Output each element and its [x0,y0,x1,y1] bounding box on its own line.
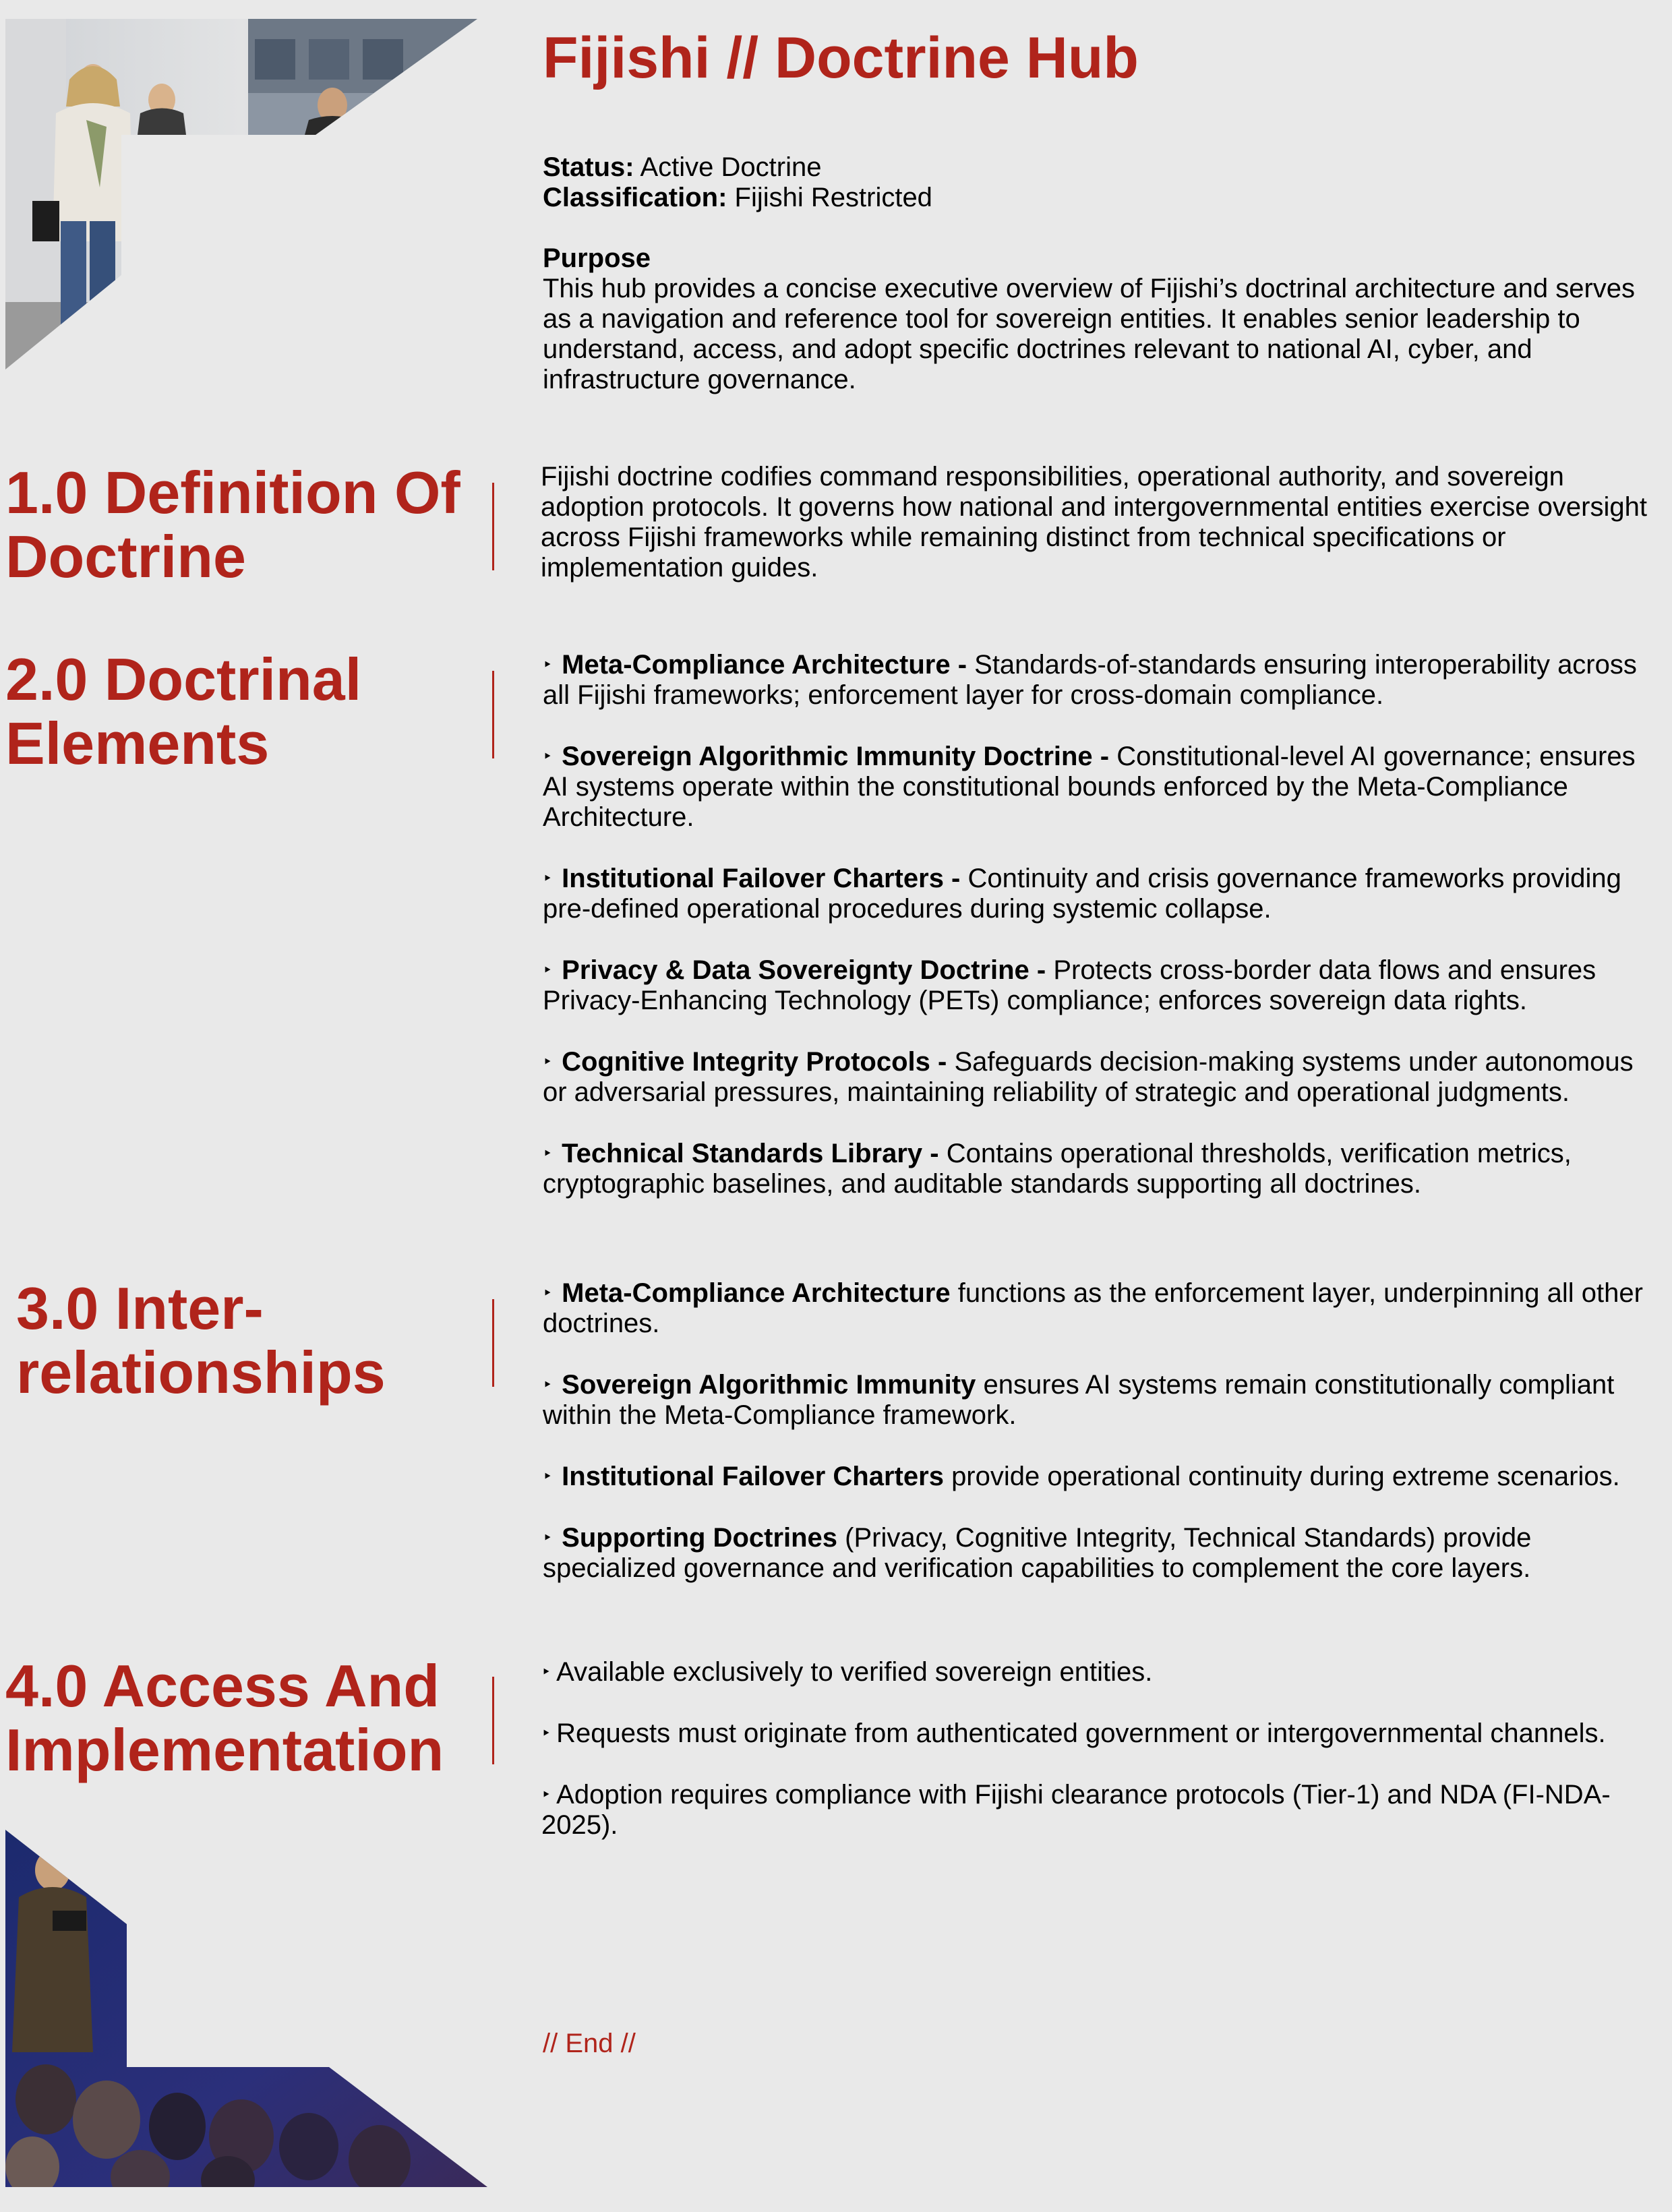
item-term: Sovereign Algorithmic Immunity [562,1370,976,1400]
item-desc: Adoption requires compliance with Fijishi clearance protocols (Tier-1) and NDA (FI-NDA-2025). [541,1780,1611,1840]
section-2-divider [492,671,494,758]
list-item [543,650,1662,711]
bullet-icon: ‣ [543,961,553,980]
section-1-body [541,462,1660,614]
bullet-icon: ‣ [543,870,553,888]
item-desc: Available exclusively to verified sovereign entities. [556,1657,1153,1687]
item-term: Institutional Failover Charters - [562,864,961,893]
item-desc: Contains operational thresholds, verification metrics, cryptographic baselines, and auditable standards supporting all doctrines. [543,1139,1572,1199]
item-term: Privacy & Data Sovereignty Doctrine - [562,955,1046,985]
audience-photo-collage [5,1830,487,2187]
section-3-divider [492,1299,494,1387]
section-2-list [543,650,1662,1230]
section-1-divider [492,483,494,570]
section-3-title-line1: 3.0 Inter- [16,1275,264,1342]
list-item [543,1370,1662,1431]
item-term: Technical Standards Library - [562,1139,939,1168]
classification-line [543,183,1648,213]
item-desc: functions as the enforcement layer, underpinning all other doctrines. [543,1278,1643,1338]
item-desc: Continuity and crisis governance frameworks providing pre-defined operational procedures during systemic collapse. [543,864,1621,924]
section-3-title [16,1276,386,1404]
list-item [541,1718,1661,1749]
status-label: Status: [543,152,634,182]
item-term: Meta-Compliance Architecture [562,1278,951,1308]
page-title: Fijishi // Doctrine Hub [543,26,1139,90]
section-2-title-line1: 2.0 Doctrinal [5,646,362,713]
list-item [543,1139,1662,1199]
bullet-icon: ‣ [543,1284,553,1303]
bullet-icon: ‣ [543,1145,553,1163]
list-item [543,1462,1662,1492]
item-term: Institutional Failover Charters [562,1462,944,1491]
list-item [543,955,1662,1016]
item-desc: Constitutional-level AI governance; ensures AI systems operate within the constitutional bounds enforced by the Meta-Compliance Architecture. [543,742,1636,832]
bullet-icon: ‣ [543,1376,553,1394]
section-2-title [5,647,361,775]
section-2-title-line2: Elements [5,710,270,777]
document-meta [543,152,1648,395]
end-marker: // End // [543,2029,636,2058]
list-item [543,1278,1662,1339]
item-desc: Safeguards decision-making systems under autonomous or adversarial pressures, maintaining reliability of strategic and operational judgments. [543,1047,1634,1107]
item-desc: Requests must originate from authenticated government or intergovernmental channels. [556,1718,1606,1748]
status-value: Active Doctrine [640,152,822,182]
list-item [543,742,1662,833]
item-desc: Protects cross-border data flows and ensures Privacy-Enhancing Technology (PETs) compliance; enforces sovereign data rights. [543,955,1596,1015]
bullet-icon: ‣ [541,1663,551,1681]
classification-value: Fijishi Restricted [734,183,932,212]
item-term: Cognitive Integrity Protocols - [562,1047,947,1077]
bullet-icon: ‣ [541,1725,551,1743]
item-desc: (Privacy, Cognitive Integrity, Technical Standards) provide specialized governance and verification capabilities to complement the core layers. [543,1523,1532,1583]
list-item [541,1780,1661,1841]
section-4-divider [492,1677,494,1764]
section-1-text: Fijishi doctrine codifies command responsibilities, operational authority, and sovereign adoption protocols. It governs how national and intergovernmental entities exercise oversight across Fijishi frameworks while remaining distinct from technical specifications or implementation guides. [541,462,1647,582]
street-photo-collage [5,19,477,369]
bullet-icon: ‣ [543,748,553,766]
section-4-list [541,1657,1661,1872]
section-1-title [5,460,460,589]
item-term: Meta-Compliance Architecture - [562,650,967,680]
purpose-heading: Purpose [543,243,651,273]
status-line [543,152,1648,183]
list-item [543,1047,1662,1108]
bullet-icon: ‣ [543,1529,553,1547]
bullet-icon: ‣ [541,1786,551,1804]
section-1-title-line2: Doctrine [5,523,246,590]
section-1-title-line1: 1.0 Definition Of [5,459,460,526]
item-term: Supporting Doctrines [562,1523,838,1553]
list-item [541,1657,1661,1687]
bullet-icon: ‣ [543,1468,553,1486]
classification-label: Classification: [543,183,727,212]
purpose-text: This hub provides a concise executive overview of Fijishi’s doctrinal architecture and serves as a navigation and reference tool for sovereign entities. It enables senior leadership to understand, access, and adopt specific doctrines relevant to national AI, cyber, and infrastructure governance. [543,274,1636,394]
list-item [543,864,1662,924]
section-3-list [543,1278,1662,1615]
section-3-title-line2: relationships [16,1339,386,1406]
section-4-title-line1: 4.0 Access And [5,1652,440,1719]
bullet-icon: ‣ [543,656,553,674]
bullet-icon: ‣ [543,1053,553,1071]
section-4-title-line2: Implementation [5,1716,444,1783]
item-desc: ensures AI systems remain constitutionally compliant within the Meta-Compliance framework. [543,1370,1615,1430]
item-term: Sovereign Algorithmic Immunity Doctrine - [562,742,1110,771]
item-desc: provide operational continuity during extreme scenarios. [951,1462,1620,1491]
item-desc: Standards-of-standards ensuring interoperability across all Fijishi frameworks; enforcement layer for cross-domain compliance. [543,650,1637,710]
section-4-title [5,1654,444,1782]
list-item [543,1523,1662,1584]
